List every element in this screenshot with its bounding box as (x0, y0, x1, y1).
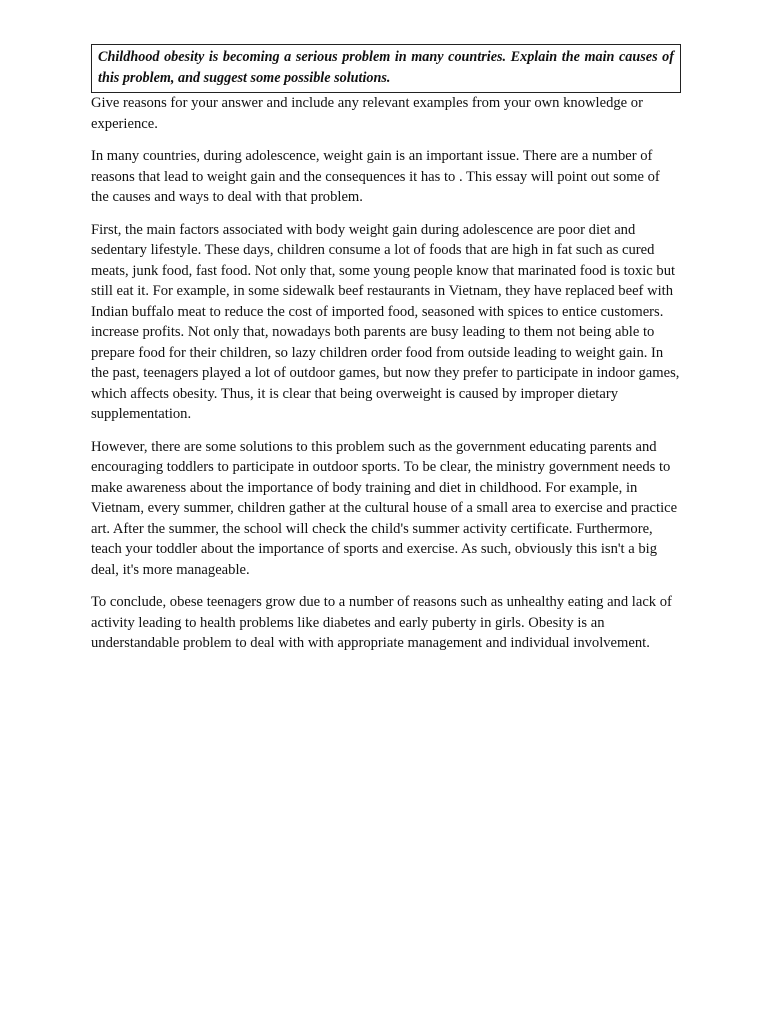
essay-prompt-text: Childhood obesity is becoming a serious problem in many countries. Explain the main causes of this problem, and suggest some possible solutions. (98, 49, 674, 86)
document-page (91, 44, 681, 654)
essay-paragraph-intro: In many countries, during adolescence, weight gain is an important issue. There are a number of reasons that lead to weight gain and the consequences it has to . This essay will point out some of the causes and ways to deal with that problem. (91, 148, 660, 205)
essay-instruction: Give reasons for your answer and include any relevant examples from your own knowledge or experience. (91, 95, 643, 132)
essay-paragraph-causes: First, the main factors associated with body weight gain during adolescence are poor diet and sedentary lifestyle. These days, children consume a lot of foods that are high in fat such as cured meats, junk food, fast food. Not only that, some young people know that marinated food is toxic but still eat it. For example, in some sidewalk beef restaurants in Vietnam, they have replaced beef with Indian buffalo meat to reduce the cost of imported food, seasoned with spices to entice customers. increase profits. Not only that, nowadays both parents are busy leading to them not being able to prepare food for their children, so lazy children order food from outside leading to weight gain. In the past, teenagers played a lot of outdoor games, but now they prefer to participate in indoor games, which affects obesity. Thus, it is clear that being overweight is caused by improper dietary supplementation. (91, 221, 680, 422)
essay-paragraph-solutions: However, there are some solutions to this problem such as the government educating parents and encouraging toddlers to participate in outdoor sports. To be clear, the ministry government needs to make awareness about the importance of body training and diet in childhood. For example, in Vietnam, every summer, children gather at the cultural house of a small area to exercise and practice art. After the summer, the school will check the child's summer activity certificate. Furthermore, teach your toddler about the importance of sports and exercise. As such, obviously this isn't a big deal, it's more manageable. (91, 438, 678, 578)
essay-prompt-box (91, 44, 681, 93)
essay-paragraph-conclusion: To conclude, obese teenagers grow due to a number of reasons such as unhealthy eating and lack of activity leading to health problems like diabetes and early puberty in girls. Obesity is an understandable problem to deal with with appropriate management and individual involvement. (91, 594, 672, 651)
